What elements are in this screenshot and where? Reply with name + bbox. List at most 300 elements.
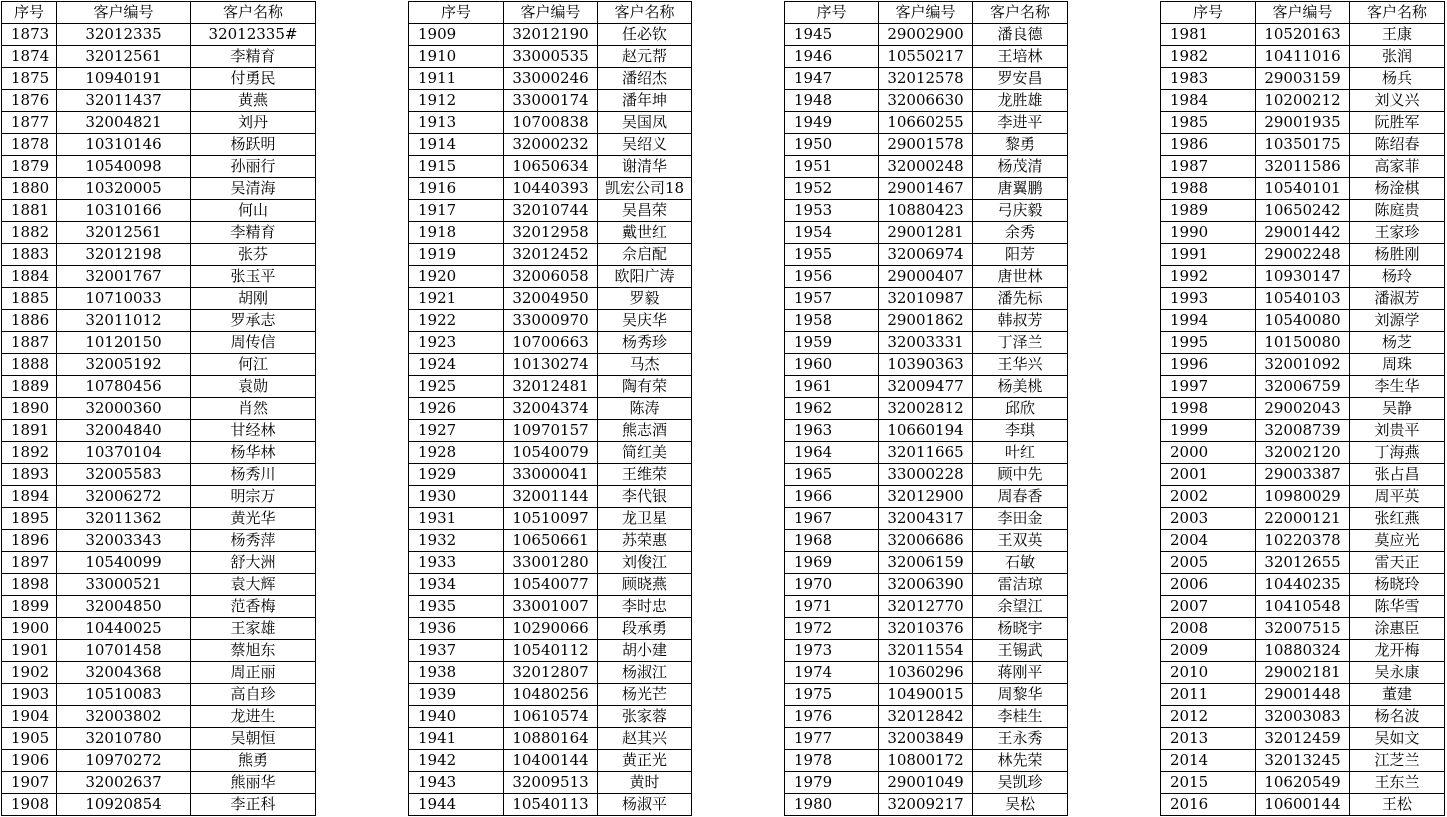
customer-code-cell: 10390363 (879, 354, 973, 376)
customer-code-cell: 10540113 (504, 794, 598, 816)
customer-code-cell: 10700663 (504, 332, 598, 354)
seq-cell: 1977 (785, 728, 879, 750)
customer-code-cell: 32000248 (879, 156, 973, 178)
table-row (2, 772, 316, 794)
table-row (2, 486, 316, 508)
table-row (2, 706, 316, 728)
table-row (785, 398, 1068, 420)
customer-name-cell: 龙胜雄 (973, 90, 1068, 112)
customer-name-cell: 杨秀萍 (191, 530, 316, 552)
customer-code-cell: 29001578 (879, 134, 973, 156)
seq-cell: 1898 (2, 574, 57, 596)
seq-cell: 1882 (2, 222, 57, 244)
seq-cell: 1905 (2, 728, 57, 750)
customer-name-cell: 陈涛 (598, 398, 692, 420)
customer-name-cell: 熊勇 (191, 750, 316, 772)
customer-name-cell: 李生华 (1350, 376, 1445, 398)
table-row (785, 200, 1068, 222)
customer-name-cell: 黄燕 (191, 90, 316, 112)
customer-code-cell: 10660194 (879, 420, 973, 442)
seq-cell: 2011 (1161, 684, 1256, 706)
table-row (785, 684, 1068, 706)
customer-code-cell: 10540103 (1256, 288, 1350, 310)
customer-name-cell: 杨淦棋 (1350, 178, 1445, 200)
table-row (1161, 574, 1445, 596)
customer-name-cell: 石敏 (973, 552, 1068, 574)
customer-name-cell: 李琪 (973, 420, 1068, 442)
customer-name-cell: 阳芳 (973, 244, 1068, 266)
seq-cell: 1914 (409, 134, 504, 156)
table-row (1161, 398, 1445, 420)
customer-code-cell: 32010987 (879, 288, 973, 310)
seq-cell: 1881 (2, 200, 57, 222)
seq-cell: 1997 (1161, 376, 1256, 398)
customer-name-cell: 吴昌荣 (598, 200, 692, 222)
seq-cell: 1923 (409, 332, 504, 354)
customer-name-cell: 王东兰 (1350, 772, 1445, 794)
table-row (2, 552, 316, 574)
customer-code-cell: 32012561 (57, 46, 191, 68)
customer-code-cell: 32011012 (57, 310, 191, 332)
customer-code-cell: 32006159 (879, 552, 973, 574)
seq-cell: 1873 (2, 24, 57, 46)
customer-name-cell: 陈庭贵 (1350, 200, 1445, 222)
customer-name-cell: 王家雄 (191, 618, 316, 640)
customer-name-cell: 张芬 (191, 244, 316, 266)
customer-code-cell: 32012842 (879, 706, 973, 728)
customer-code-cell: 29001935 (1256, 112, 1350, 134)
table-row (785, 112, 1068, 134)
seq-cell: 1917 (409, 200, 504, 222)
table-row (785, 618, 1068, 640)
table-row (2, 90, 316, 112)
customer-name-cell: 杨美桃 (973, 376, 1068, 398)
table-row (2, 662, 316, 684)
table-row (1161, 750, 1445, 772)
customer-name-cell: 周正丽 (191, 662, 316, 684)
customer-name-cell: 杨华林 (191, 442, 316, 464)
seq-cell: 1879 (2, 156, 57, 178)
seq-cell: 1934 (409, 574, 504, 596)
header-customer-name: 客户名称 (191, 2, 316, 24)
customer-name-cell: 潘良德 (973, 24, 1068, 46)
seq-cell: 1988 (1161, 178, 1256, 200)
customer-code-cell: 10650634 (504, 156, 598, 178)
seq-cell: 1995 (1161, 332, 1256, 354)
customer-code-cell: 32012198 (57, 244, 191, 266)
customer-code-cell: 32001092 (1256, 354, 1350, 376)
table-row (409, 684, 692, 706)
seq-cell: 1991 (1161, 244, 1256, 266)
customer-name-cell: 马杰 (598, 354, 692, 376)
seq-cell: 1989 (1161, 200, 1256, 222)
customer-name-cell: 赵元帮 (598, 46, 692, 68)
table-row (785, 332, 1068, 354)
table-row (409, 420, 692, 442)
customer-code-cell: 10701458 (57, 640, 191, 662)
customer-code-cell: 32012190 (504, 24, 598, 46)
table-row (2, 442, 316, 464)
seq-cell: 1894 (2, 486, 57, 508)
seq-cell: 2005 (1161, 552, 1256, 574)
customer-name-cell: 李田金 (973, 508, 1068, 530)
table-row (785, 640, 1068, 662)
table-row (1161, 310, 1445, 332)
table-row (409, 222, 692, 244)
customer-code-cell: 10350175 (1256, 134, 1350, 156)
customer-code-cell: 10650661 (504, 530, 598, 552)
customer-code-cell: 10490015 (879, 684, 973, 706)
seq-cell: 1941 (409, 728, 504, 750)
seq-cell: 1950 (785, 134, 879, 156)
customer-code-cell: 32011362 (57, 508, 191, 530)
customer-code-cell: 10540080 (1256, 310, 1350, 332)
seq-cell: 1896 (2, 530, 57, 552)
customer-code-cell: 10980029 (1256, 486, 1350, 508)
customer-code-cell: 32004850 (57, 596, 191, 618)
customer-code-cell: 10540098 (57, 156, 191, 178)
header-seq: 序号 (785, 2, 879, 24)
customer-table-1 (1, 1, 316, 816)
customer-name-cell: 涂惠臣 (1350, 618, 1445, 640)
customer-name-cell: 甘经林 (191, 420, 316, 442)
table-row (409, 376, 692, 398)
customer-name-cell: 肖然 (191, 398, 316, 420)
table-row (2, 354, 316, 376)
customer-name-cell: 刘义兴 (1350, 90, 1445, 112)
table-row (1161, 794, 1445, 816)
customer-name-cell: 李精育 (191, 222, 316, 244)
table-row (785, 706, 1068, 728)
seq-cell: 2015 (1161, 772, 1256, 794)
header-seq: 序号 (409, 2, 504, 24)
table-row (409, 288, 692, 310)
customer-name-cell: 杨名波 (1350, 706, 1445, 728)
header-seq: 序号 (1161, 2, 1256, 24)
customer-code-cell: 32001767 (57, 266, 191, 288)
customer-code-cell: 32004950 (504, 288, 598, 310)
table-row (1161, 706, 1445, 728)
table-row (409, 398, 692, 420)
customer-name-cell: 陈华雪 (1350, 596, 1445, 618)
customer-name-cell: 罗承志 (191, 310, 316, 332)
seq-cell: 1959 (785, 332, 879, 354)
seq-cell: 1954 (785, 222, 879, 244)
customer-name-cell: 潘先标 (973, 288, 1068, 310)
customer-code-cell: 10200212 (1256, 90, 1350, 112)
customer-code-cell: 32004368 (57, 662, 191, 684)
table-row (2, 332, 316, 354)
seq-cell: 1953 (785, 200, 879, 222)
customer-code-cell: 10940191 (57, 68, 191, 90)
customer-name-cell: 杨兵 (1350, 68, 1445, 90)
customer-name-cell: 周春香 (973, 486, 1068, 508)
seq-cell: 1929 (409, 464, 504, 486)
seq-cell: 2008 (1161, 618, 1256, 640)
seq-cell: 1899 (2, 596, 57, 618)
seq-cell: 1893 (2, 464, 57, 486)
customer-code-cell: 10620549 (1256, 772, 1350, 794)
customer-name-cell: 凯宏公司18 (598, 178, 692, 200)
table-row (785, 508, 1068, 530)
customer-name-cell: 李桂生 (973, 706, 1068, 728)
customer-name-cell: 王康 (1350, 24, 1445, 46)
table-row (409, 662, 692, 684)
customer-name-cell: 张占昌 (1350, 464, 1445, 486)
table-row (785, 420, 1068, 442)
customer-code-cell: 32003802 (57, 706, 191, 728)
table-row (2, 420, 316, 442)
table-row (785, 134, 1068, 156)
customer-name-cell: 杨芝 (1350, 332, 1445, 354)
customer-code-cell: 32007515 (1256, 618, 1350, 640)
customer-name-cell: 张家蓉 (598, 706, 692, 728)
table-row (2, 464, 316, 486)
customer-code-cell: 32003083 (1256, 706, 1350, 728)
customer-name-cell: 高自珍 (191, 684, 316, 706)
customer-name-cell: 谢清华 (598, 156, 692, 178)
seq-cell: 1967 (785, 508, 879, 530)
seq-cell: 1982 (1161, 46, 1256, 68)
seq-cell: 1916 (409, 178, 504, 200)
customer-name-cell: 胡刚 (191, 288, 316, 310)
customer-code-cell: 29000407 (879, 266, 973, 288)
seq-cell: 1984 (1161, 90, 1256, 112)
seq-cell: 1964 (785, 442, 879, 464)
table-row (1161, 68, 1445, 90)
customer-name-cell: 杨胜刚 (1350, 244, 1445, 266)
customer-code-cell: 32013245 (1256, 750, 1350, 772)
header-customer-code: 客户编号 (57, 2, 191, 24)
customer-name-cell: 陶有荣 (598, 376, 692, 398)
customer-code-cell: 10510083 (57, 684, 191, 706)
seq-cell: 1907 (2, 772, 57, 794)
customer-code-cell: 10540112 (504, 640, 598, 662)
customer-code-cell: 29001281 (879, 222, 973, 244)
table-row (2, 178, 316, 200)
seq-cell: 1910 (409, 46, 504, 68)
table-row (2, 244, 316, 266)
customer-name-cell: 王永秀 (973, 728, 1068, 750)
table-row (409, 68, 692, 90)
customer-code-cell: 32002812 (879, 398, 973, 420)
table-row (409, 508, 692, 530)
customer-name-cell: 杨秀川 (191, 464, 316, 486)
seq-cell: 1876 (2, 90, 57, 112)
seq-cell: 1901 (2, 640, 57, 662)
customer-code-cell: 10880164 (504, 728, 598, 750)
seq-cell: 1969 (785, 552, 879, 574)
seq-cell: 1908 (2, 794, 57, 816)
customer-code-cell: 10360296 (879, 662, 973, 684)
customer-code-cell: 10290066 (504, 618, 598, 640)
seq-cell: 1970 (785, 574, 879, 596)
customer-name-cell: 吴朝恒 (191, 728, 316, 750)
customer-code-cell: 32006686 (879, 530, 973, 552)
customer-code-cell: 32008739 (1256, 420, 1350, 442)
customer-code-cell: 32006759 (1256, 376, 1350, 398)
table-row (409, 442, 692, 464)
seq-cell: 1883 (2, 244, 57, 266)
customer-code-cell: 32006630 (879, 90, 973, 112)
seq-cell: 1892 (2, 442, 57, 464)
seq-cell: 1944 (409, 794, 504, 816)
customer-name-cell: 蔡旭东 (191, 640, 316, 662)
table-row (1161, 772, 1445, 794)
table-row (1161, 112, 1445, 134)
table-row (1161, 618, 1445, 640)
table-row (409, 750, 692, 772)
table-row (1161, 442, 1445, 464)
seq-cell: 1925 (409, 376, 504, 398)
customer-code-cell: 10440235 (1256, 574, 1350, 596)
customer-name-cell: 刘俊江 (598, 552, 692, 574)
customer-name-cell: 黄光华 (191, 508, 316, 530)
customer-name-cell: 唐翼鹏 (973, 178, 1068, 200)
table-row (409, 464, 692, 486)
customer-code-cell: 32010744 (504, 200, 598, 222)
seq-cell: 1902 (2, 662, 57, 684)
seq-cell: 1948 (785, 90, 879, 112)
customer-code-cell: 10370104 (57, 442, 191, 464)
customer-code-cell: 10700838 (504, 112, 598, 134)
table-row (2, 376, 316, 398)
seq-cell: 2003 (1161, 508, 1256, 530)
seq-cell: 1965 (785, 464, 879, 486)
seq-cell: 1889 (2, 376, 57, 398)
customer-name-cell: 刘源学 (1350, 310, 1445, 332)
customer-code-cell: 32009217 (879, 794, 973, 816)
customer-name-cell: 周黎华 (973, 684, 1068, 706)
table-row (2, 398, 316, 420)
seq-cell: 1921 (409, 288, 504, 310)
customer-name-cell: 周传信 (191, 332, 316, 354)
seq-cell: 2010 (1161, 662, 1256, 684)
customer-code-cell: 33001280 (504, 552, 598, 574)
table-row (1161, 46, 1445, 68)
header-customer-name: 客户名称 (598, 2, 692, 24)
customer-code-cell: 32012900 (879, 486, 973, 508)
customer-code-cell: 10610574 (504, 706, 598, 728)
seq-cell: 1942 (409, 750, 504, 772)
customer-code-cell: 29001049 (879, 772, 973, 794)
customer-name-cell: 张润 (1350, 46, 1445, 68)
table-row (2, 750, 316, 772)
seq-cell: 1949 (785, 112, 879, 134)
seq-cell: 1940 (409, 706, 504, 728)
seq-cell: 1966 (785, 486, 879, 508)
table-row (1161, 420, 1445, 442)
header-customer-code: 客户编号 (1256, 2, 1350, 24)
customer-name-cell: 高家菲 (1350, 156, 1445, 178)
table-row (785, 662, 1068, 684)
customer-code-cell: 22000121 (1256, 508, 1350, 530)
customer-table-2 (408, 1, 692, 816)
customer-name-cell: 付勇民 (191, 68, 316, 90)
customer-code-cell: 32004821 (57, 112, 191, 134)
customer-code-cell: 32012459 (1256, 728, 1350, 750)
seq-cell: 1900 (2, 618, 57, 640)
seq-cell: 1986 (1161, 134, 1256, 156)
table-row (785, 266, 1068, 288)
seq-cell: 2002 (1161, 486, 1256, 508)
seq-cell: 1981 (1161, 24, 1256, 46)
customer-name-cell: 32012335# (191, 24, 316, 46)
seq-cell: 1891 (2, 420, 57, 442)
customer-code-cell: 29003159 (1256, 68, 1350, 90)
customer-name-cell: 赵其兴 (598, 728, 692, 750)
customer-code-cell: 32012770 (879, 596, 973, 618)
customer-code-cell: 10480256 (504, 684, 598, 706)
table-row (409, 156, 692, 178)
customer-name-cell: 何山 (191, 200, 316, 222)
customer-code-cell: 29002181 (1256, 662, 1350, 684)
customer-code-cell: 10800172 (879, 750, 973, 772)
seq-cell: 2013 (1161, 728, 1256, 750)
customer-name-cell: 佘启配 (598, 244, 692, 266)
customer-code-cell: 32004317 (879, 508, 973, 530)
table-row (409, 618, 692, 640)
seq-cell: 2004 (1161, 530, 1256, 552)
seq-cell: 1886 (2, 310, 57, 332)
customer-name-cell: 杨淑平 (598, 794, 692, 816)
customer-name-cell: 刘贵平 (1350, 420, 1445, 442)
customer-code-cell: 10540101 (1256, 178, 1350, 200)
table-row (785, 552, 1068, 574)
customer-name-cell: 戴世红 (598, 222, 692, 244)
table-row (409, 486, 692, 508)
seq-cell: 1951 (785, 156, 879, 178)
table-row (409, 46, 692, 68)
seq-cell: 1877 (2, 112, 57, 134)
customer-name-cell: 董建 (1350, 684, 1445, 706)
customer-code-cell: 10540079 (504, 442, 598, 464)
customer-name-cell: 吴庆华 (598, 310, 692, 332)
customer-name-cell: 潘绍杰 (598, 68, 692, 90)
customer-code-cell: 33000228 (879, 464, 973, 486)
table-row (1161, 156, 1445, 178)
header-row (409, 2, 692, 24)
customer-name-cell: 余望江 (973, 596, 1068, 618)
customer-code-cell: 10411016 (1256, 46, 1350, 68)
customer-name-cell: 潘年坤 (598, 90, 692, 112)
customer-name-cell: 杨晓玲 (1350, 574, 1445, 596)
table-row (2, 640, 316, 662)
seq-cell: 1963 (785, 420, 879, 442)
seq-cell: 1956 (785, 266, 879, 288)
customer-code-cell: 29001448 (1256, 684, 1350, 706)
seq-cell: 1875 (2, 68, 57, 90)
customer-name-cell: 李时忠 (598, 596, 692, 618)
customer-code-cell: 33000535 (504, 46, 598, 68)
customer-name-cell: 王锡武 (973, 640, 1068, 662)
customer-name-cell: 杨玲 (1350, 266, 1445, 288)
seq-cell: 1897 (2, 552, 57, 574)
table-row (785, 68, 1068, 90)
table-row (785, 178, 1068, 200)
customer-name-cell: 段承勇 (598, 618, 692, 640)
seq-cell: 1958 (785, 310, 879, 332)
seq-cell: 2000 (1161, 442, 1256, 464)
customer-code-cell: 10600144 (1256, 794, 1350, 816)
table-row (409, 530, 692, 552)
table-row (785, 728, 1068, 750)
table-row (785, 156, 1068, 178)
customer-name-cell: 吴国凤 (598, 112, 692, 134)
customer-code-cell: 10880324 (1256, 640, 1350, 662)
customer-name-cell: 雷天正 (1350, 552, 1445, 574)
seq-cell: 1987 (1161, 156, 1256, 178)
